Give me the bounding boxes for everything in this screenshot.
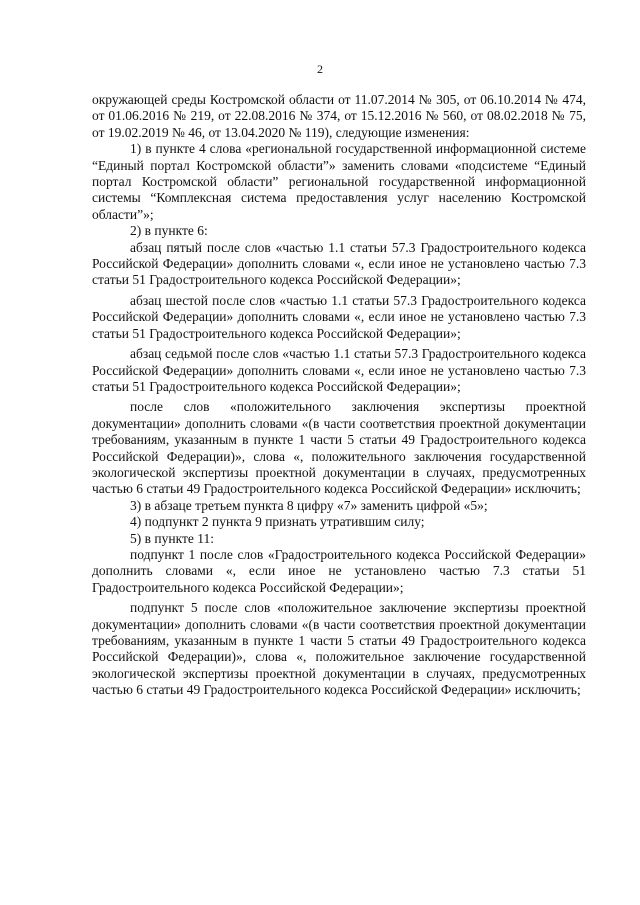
paragraph-item-5: 5) в пункте 11: xyxy=(130,530,214,546)
paragraph-abzac-5: абзац пятый после слов «частью 1.1 статьи 57.3 Градостроительного кодекса Российской Федерации» дополнить словами «, если иное не установлено частью 7.3 статьи 51 Градостроительного кодекса Российской Федерации»; xyxy=(92,239,586,288)
paragraph-item-3: 3) в абзаце третьем пункта 8 цифру «7» заменить цифрой «5»; xyxy=(130,497,488,513)
paragraph-subitem-1: подпункт 1 после слов «Градостроительного кодекса Российской Федерации» дополнить словами «, если иное не установлено частью 7.3 статьи 51 Градостроительного кодекса Российской Федерации»; xyxy=(92,546,586,595)
paragraph-item-2: 2) в пункте 6: xyxy=(130,223,208,239)
page-number: 2 xyxy=(317,62,323,76)
paragraph-abzac-6: абзац шестой после слов «частью 1.1 статьи 57.3 Градостроительного кодекса Российской Федерации» дополнить словами «, если иное не установлено частью 7.3 статьи 51 Градостроительного кодекса Российской Федерации»; xyxy=(92,292,586,341)
paragraph-expertise: после слов «положительного заключения экспертизы проектной документации» дополнить словами «(в части соответствия проектной документации требованиям, указанным в пункте 1 части 5 статьи 49 Градостроительного кодекса Российской Федерации)», слова «, положительного заключения государственной экологической экспертизы проектной документации в случаях, предусмотренных частью 6 статьи 49 Градостроительного кодекса Российской Федерации» исключить; xyxy=(92,399,586,497)
paragraph-intro: окружающей среды Костромской области от 11.07.2014 № 305, от 06.10.2014 № 474, от 01.06.2016 № 219, от 22.08.2016 № 374, от 15.12.2016 № 560, от 08.02.2018 № 75, от 19.02.2019 № 46, от 13.04.2020 № 119), следующие изменения: xyxy=(92,92,586,140)
paragraph-item-1: 1) в пункте 4 слова «региональной государственной информационной системе “Единый портал Костромской области”» заменить словами «подсистеме “Единый портал Костромской области” региональной государственной информационной системы “Комплексная система предоставления услуг населению Костромской области”»; xyxy=(92,141,586,222)
paragraph-abzac-7: абзац седьмой после слов «частью 1.1 статьи 57.3 Градостроительного кодекса Российской Федерации» дополнить словами «, если иное не установлено частью 7.3 статьи 51 Градостроительного кодекса Российской Федерации»; xyxy=(92,346,586,394)
paragraph-subitem-5: подпункт 5 после слов «положительное заключение экспертизы проектной документации» дополнить словами «(в части соответствия проектной документации требованиям, указанным в пункте 1 части 5 статьи 49 Градостроительного кодекса Российской Федерации)», слова «, положительное заключение государственной экологической экспертизы проектной документации в случаях, предусмотренных частью 6 статьи 49 Градостроительного кодекса Российской Федерации» исключить; xyxy=(92,600,586,698)
paragraph-item-4: 4) подпункт 2 пункта 9 признать утратившим силу; xyxy=(130,514,425,530)
document-body xyxy=(92,92,586,699)
